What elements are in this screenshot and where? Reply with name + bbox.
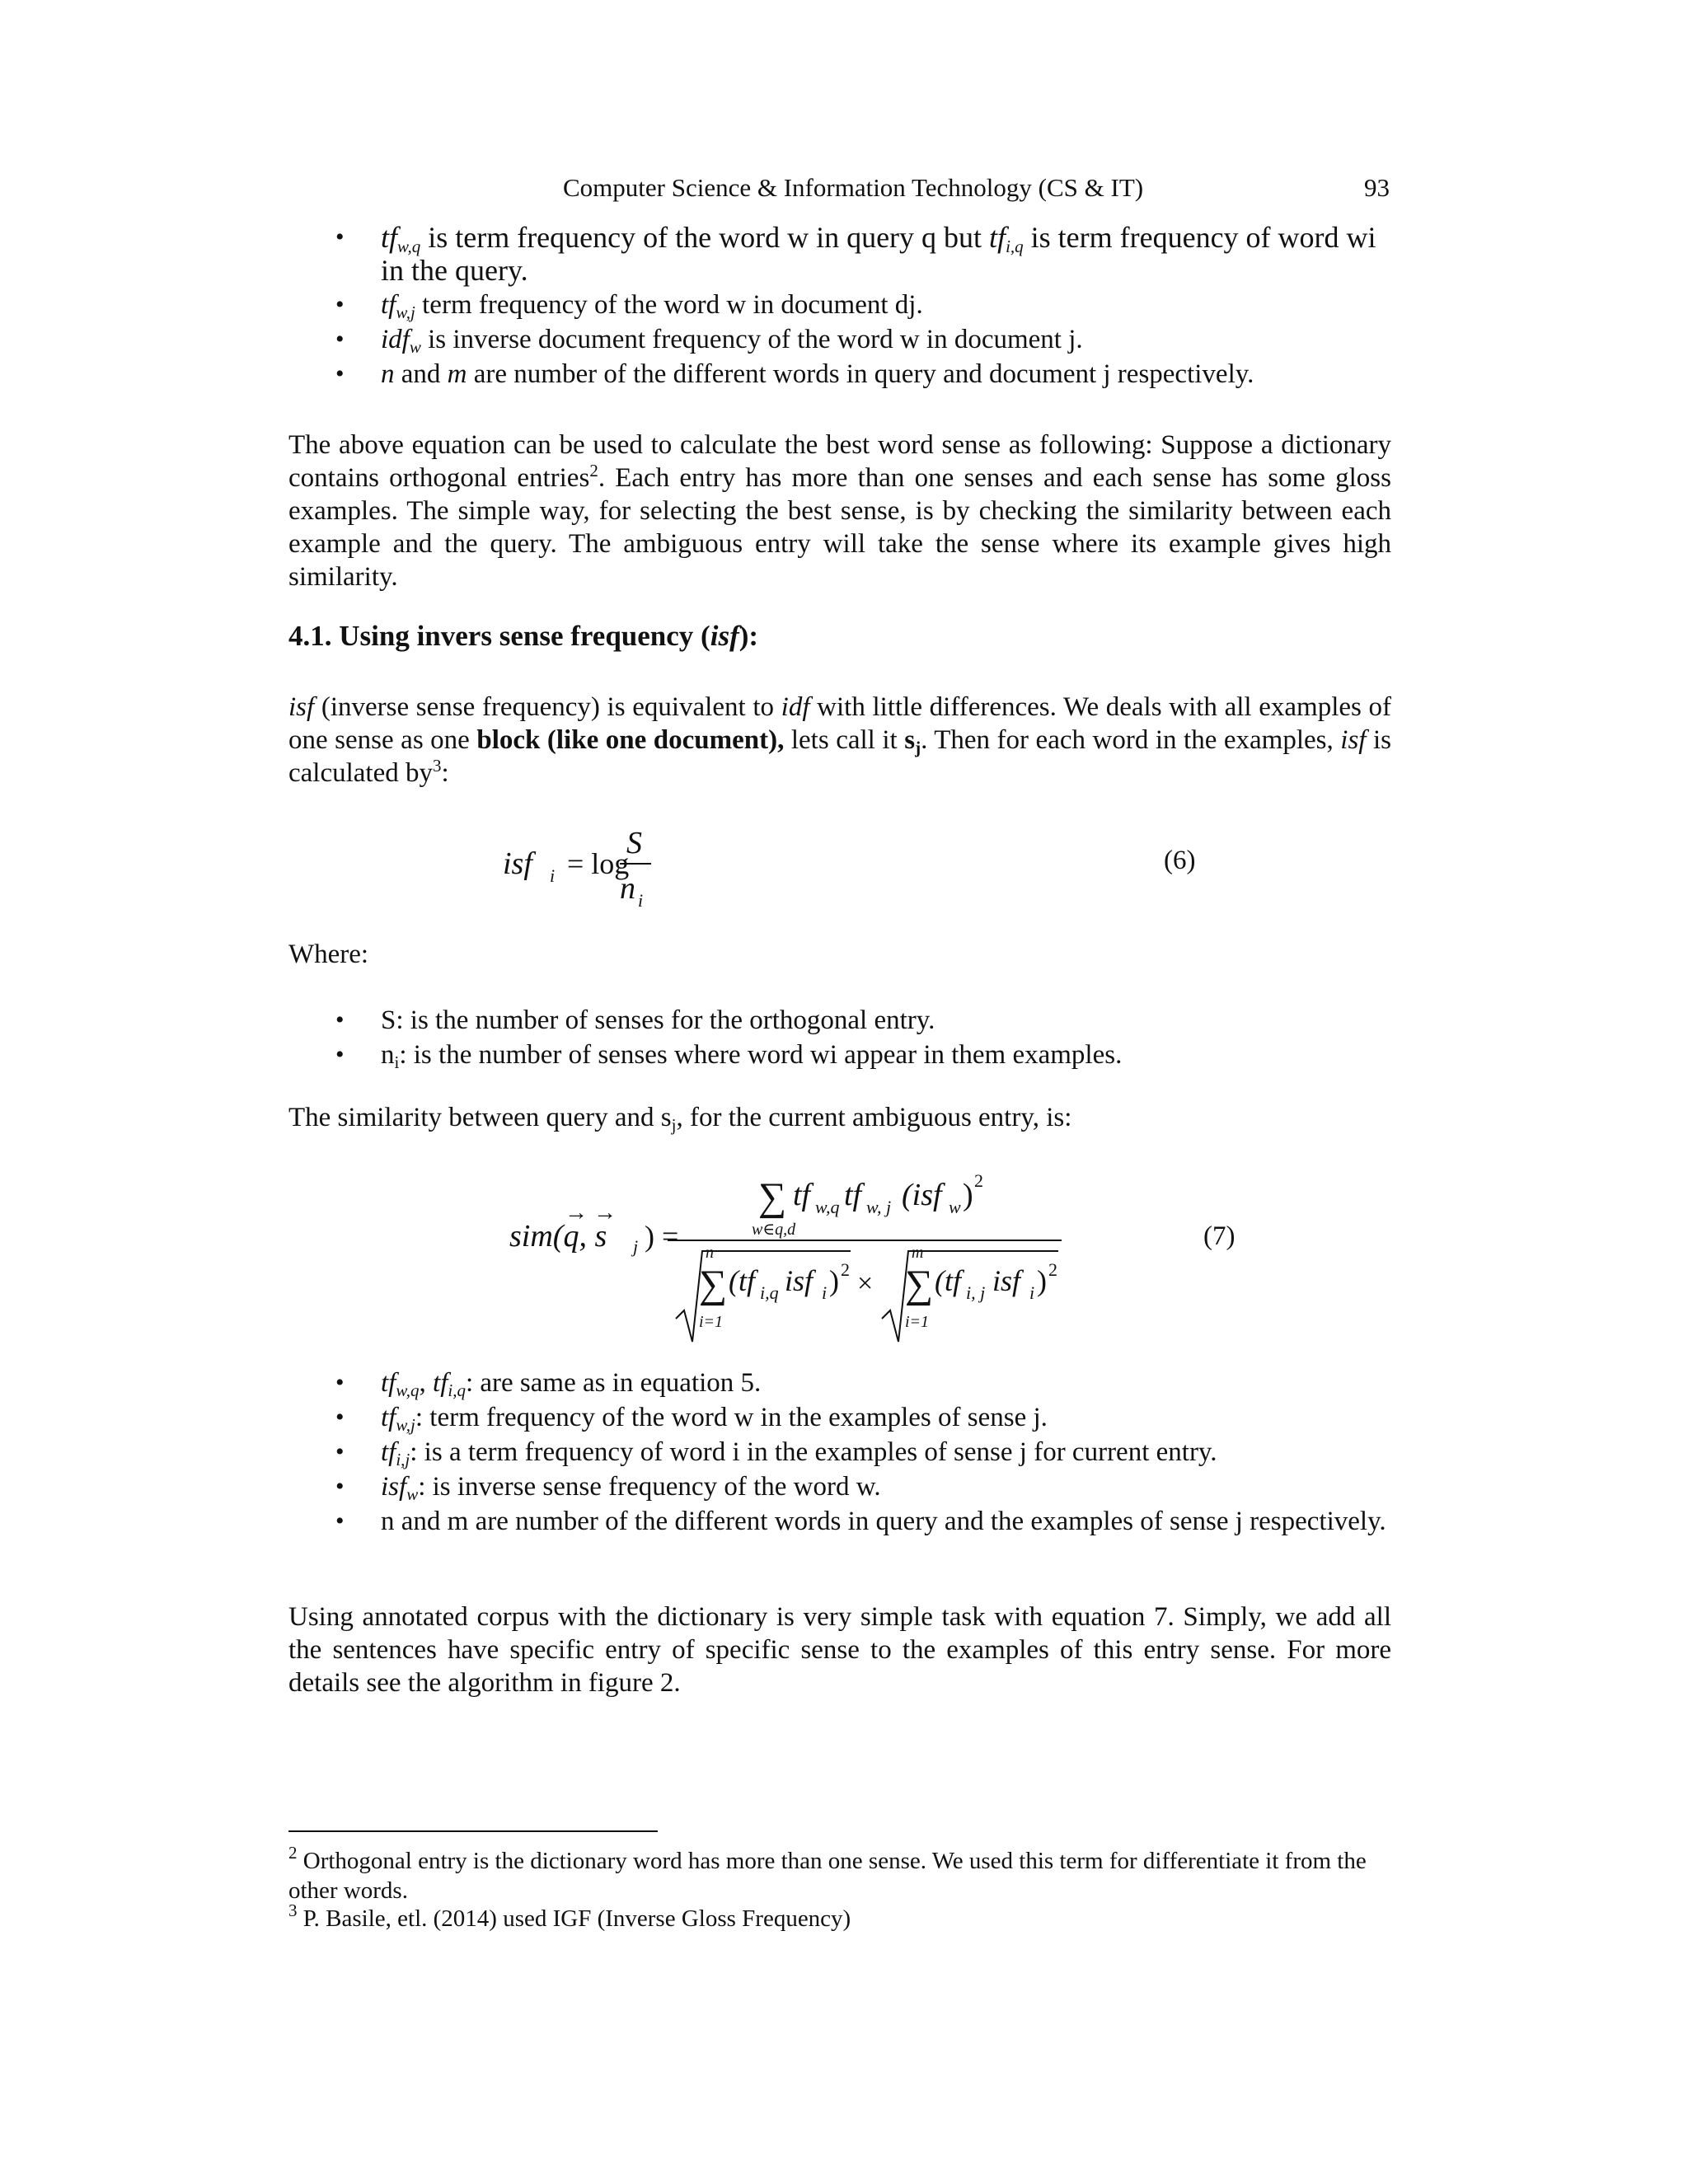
list-item: • $n_i$: is the number of senses where word wi appear in them examples. <box>335 1040 1123 1072</box>
running-header: Computer Science & Information Technology (CS & IT) <box>563 173 1144 202</box>
equation-number-6: (6) <box>1164 846 1196 875</box>
text: n <box>381 1040 395 1070</box>
term: tf <box>381 1437 396 1467</box>
eq7-den-sub: i,q <box>760 1282 779 1303</box>
eq7-den-sub: i <box>822 1282 828 1303</box>
term: isf <box>381 1472 407 1502</box>
eq7-sum-index: w∈q,d <box>752 1221 796 1239</box>
eq7-num-term: (isf <box>902 1178 942 1212</box>
list-item: • idf$_w$ is inverse document frequency of the word w in document j. <box>335 325 1083 357</box>
text: The similarity between query and s <box>288 1103 672 1132</box>
eq7-den-paren: ) <box>1037 1264 1047 1297</box>
heading-term: isf <box>710 620 739 652</box>
eq7-num-sub: w, j <box>866 1197 892 1217</box>
term: tf <box>381 221 398 254</box>
bold-text: s <box>904 725 916 755</box>
list-item: • n and m are number of the different words in query and the examples of sense j respectively. <box>335 1507 1386 1536</box>
eq7-den-square: 2 <box>1048 1259 1057 1280</box>
term: m <box>447 359 467 389</box>
term: tf <box>381 1403 396 1432</box>
eq7-den-upper: m <box>912 1244 924 1262</box>
eq7-den-term: isf <box>992 1264 1021 1297</box>
bold-text: block (like one document), <box>476 725 785 755</box>
page-number: 93 <box>1364 173 1390 202</box>
term: tf <box>381 1368 396 1398</box>
list-item: • $tf_{i,j}$: is a term frequency of word i in the examples of sense j for current entry. <box>335 1437 1217 1469</box>
text: (inverse sense frequency) is equivalent to <box>314 692 781 722</box>
list-item: • $tf_{w,q}$ is term frequency of the word w in query q but $tf_{i,q}$ is term frequency of word wi in the query. <box>335 221 1376 287</box>
eq7-num-square: 2 <box>974 1170 983 1191</box>
term-sub: w <box>409 337 421 357</box>
paragraph-3: Using annotated corpus with the dictionary is very simple task with equation 7. Simply, we add all the sentences have specific entry of specific sense to the examples of this entry sense. For more details see the algorithm in figure 2. <box>288 1602 1391 1698</box>
eq6-numerator: S <box>626 826 642 860</box>
text-sub: i <box>394 1052 400 1072</box>
eq7-lhs-sub: j <box>633 1236 639 1257</box>
text: : are same as in equation 5. <box>465 1368 762 1398</box>
eq7-den-sub: i, j <box>966 1282 986 1303</box>
text: S: is the number of senses for the orthogonal entry. <box>381 1005 935 1035</box>
eq7-den-lower: i=1 <box>699 1313 724 1331</box>
text: term frequency of the word w in document dj. <box>415 290 923 320</box>
equation-number-7: (7) <box>1203 1221 1236 1251</box>
heading-text: ): <box>738 620 759 652</box>
footnote-mark: 3 <box>288 1900 298 1920</box>
text: is inverse document frequency of the word w in document j. <box>420 325 1083 354</box>
eq6-lhs-sub: i <box>550 865 556 886</box>
eq7-den-term: isf <box>785 1264 814 1297</box>
eq7-den-lower: i=1 <box>905 1313 930 1331</box>
term: idf <box>381 325 410 354</box>
list-item: • S: is the number of senses for the orthogonal entry. <box>335 1005 935 1035</box>
term-sub: i,j <box>396 1450 410 1469</box>
text: is term frequency of word wi in the query. <box>381 221 1376 287</box>
footnote-mark: 2 <box>288 1843 298 1863</box>
equation-7 <box>495 1154 1088 1360</box>
term: tf <box>989 221 1006 254</box>
eq7-den-paren: ) <box>829 1264 839 1297</box>
term-sub: i,q <box>1006 237 1024 256</box>
eq7-den-upper: n <box>706 1244 714 1262</box>
bottom-bullet-list <box>288 1366 1401 1538</box>
text-sub: j <box>671 1115 677 1135</box>
times-sign: × <box>857 1268 874 1299</box>
list-item: • $tf_{w,j}$: term frequency of the word w in the examples of sense j. <box>335 1403 1048 1435</box>
sum-sign: ∑ <box>905 1263 934 1306</box>
text: : is inverse sense frequency of the word w. <box>418 1472 881 1502</box>
text: : <box>441 758 449 788</box>
vector-arrow: → <box>593 1200 617 1226</box>
term: isf <box>1340 725 1367 755</box>
paragraph-2 <box>288 691 1391 790</box>
term: n <box>381 359 395 389</box>
paragraph-1 <box>288 429 1391 593</box>
footnote-ref: 3 <box>433 756 442 776</box>
sum-sign: ∑ <box>699 1263 728 1306</box>
heading-text: 4.1. Using invers sense frequency ( <box>288 620 710 652</box>
similarity-intro <box>288 1101 1071 1134</box>
footnote-3 <box>288 1900 1391 1933</box>
term-sub: i,q <box>448 1380 466 1400</box>
text: n and m are number of the different words in query and the examples of sense j respectively. <box>381 1507 1386 1536</box>
term-sub: w,q <box>397 237 421 256</box>
sum-sign: ∑ <box>758 1175 787 1219</box>
eq7-den-term: (tf <box>935 1264 961 1297</box>
eq6-den-sub: i <box>638 890 644 911</box>
text: . Then for each word in the examples, <box>921 725 1341 755</box>
eq7-num-term: tf <box>844 1178 862 1212</box>
top-bullet-list <box>288 221 1401 391</box>
eq7-den-term: (tf <box>729 1264 755 1297</box>
term: tf <box>381 290 396 320</box>
eq7-den-square: 2 <box>841 1259 850 1280</box>
text: The above equation can be used to calculate the best word sense as following: Suppose a dictionary contains orthogonal entries <box>288 430 1391 493</box>
eq6-denominator: n <box>620 871 635 906</box>
eq7-den-sub: i <box>1029 1282 1035 1303</box>
term-sub: w,j <box>396 302 415 322</box>
eq7-lhs-end: ) = <box>645 1220 679 1253</box>
list-item: • isf$_w$: is inverse sense frequency of the word w. <box>335 1472 881 1504</box>
equation-6 <box>478 816 808 915</box>
term: isf <box>288 692 315 722</box>
text: and <box>394 359 448 389</box>
text: are number of the different words in query and document j respectively. <box>467 359 1254 389</box>
eq6-lhs: isf <box>503 846 532 881</box>
where-bullet-list <box>288 1004 1401 1071</box>
eq7-num-term: tf <box>793 1178 811 1212</box>
term: tf <box>433 1368 448 1398</box>
text: is term frequency of the word w in query q but <box>420 221 990 254</box>
text: : is a term frequency of word i in the examples of sense j for current entry. <box>410 1437 1217 1467</box>
text: with little differences. We deals with all examples of one sense as one <box>288 692 1392 755</box>
list-item: • $tf_{w,q}$, $tf_{i,q}$: are same as in equation 5. <box>335 1368 762 1400</box>
footnote-2 <box>288 1843 1391 1905</box>
list-item: • $tf_{w,j}$ term frequency of the word w in document dj. <box>335 290 923 322</box>
where-label: Where: <box>288 940 369 969</box>
text: . Each entry has more than one senses and each sense has some gloss examples. The simple way, for selecting the best sense, is by checking the similarity between each example and the query. The ambiguous entry will take the sense where its example gives high similarity. <box>288 463 1391 592</box>
footnote-text: Orthogonal entry is the dictionary word has more than one sense. We used this term for differentiate it from the other words. <box>288 1848 1367 1904</box>
eq7-num-sub: w <box>949 1197 961 1217</box>
footnote-ref: 2 <box>589 461 598 480</box>
text: , <box>419 1368 434 1398</box>
text: lets call it <box>784 725 905 755</box>
section-heading <box>288 620 758 653</box>
footnote-text: P. Basile, etl. (2014) used IGF (Inverse Gloss Frequency) <box>297 1905 851 1932</box>
term: idf <box>781 692 810 722</box>
eq6-eq: = log <box>567 847 630 880</box>
eq7-num-sub: w,q <box>815 1197 840 1217</box>
term-sub: w <box>406 1484 419 1504</box>
text: : is the number of senses where word wi appear in them examples. <box>399 1040 1123 1070</box>
text: is calculated by <box>288 725 1391 788</box>
text: : term frequency of the word w in the examples of sense j. <box>415 1403 1048 1432</box>
footnote-divider <box>288 1830 658 1832</box>
vector-arrow: → <box>565 1200 588 1226</box>
list-item: • n and m are number of the different words in query and document j respectively. <box>335 359 1254 389</box>
eq7-num-paren: ) <box>963 1178 973 1212</box>
term-sub: w,q <box>396 1380 420 1400</box>
eq7-lhs: sim(q, s <box>509 1219 607 1254</box>
bold-sub: j <box>915 738 921 757</box>
term-sub: w,j <box>396 1415 415 1435</box>
text: , for the current ambiguous entry, is: <box>676 1103 1072 1132</box>
